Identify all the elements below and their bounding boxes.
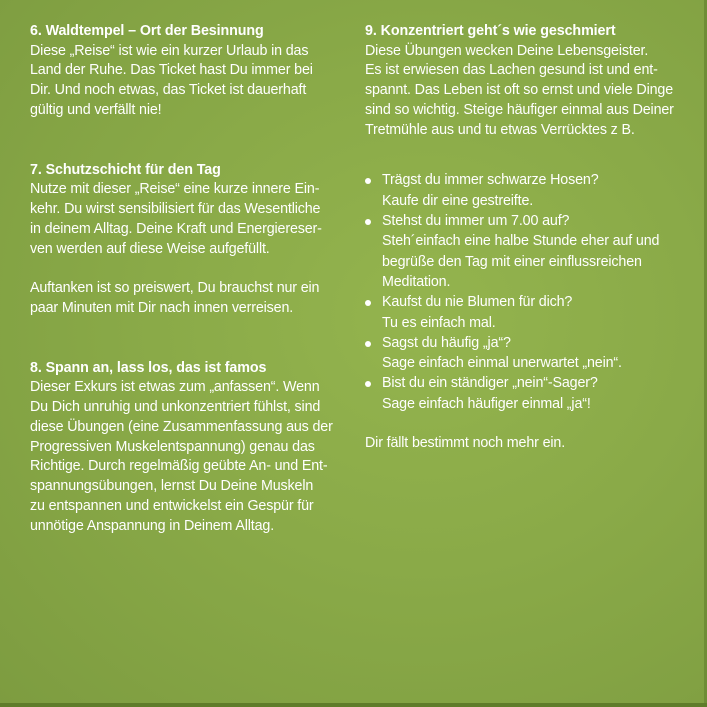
list-item bbox=[365, 170, 695, 211]
bullet-icon bbox=[365, 341, 371, 347]
section-9-line: sind so wichtig. Steige häufiger einmal aus Deiner bbox=[365, 101, 674, 118]
section-9-line: Tretmühle aus und tu etwas Verrücktes z B. bbox=[365, 121, 635, 138]
section-9-line: spannt. Das Leben ist oft so ernst und viele Dinge bbox=[365, 82, 674, 99]
section-6-heading: 6. Waldtempel – Ort der Besinnung bbox=[30, 23, 264, 39]
bullet-icon bbox=[365, 381, 371, 387]
section-7-line: kehr. Du wirst sensibilisiert für das Wesentliche bbox=[30, 200, 321, 217]
list-item-question: Sagst du häufig „ja“? bbox=[382, 334, 511, 351]
list-item-question: Trägst du immer schwarze Hosen? bbox=[382, 172, 599, 189]
section-7-heading: 7. Schutzschicht für den Tag bbox=[30, 161, 221, 178]
section-8-line: Du Dich unruhig und unkonzentriert fühlst, sind bbox=[30, 399, 321, 416]
list-item-answer: begrüße den Tag mit einer einflussreichen bbox=[382, 253, 642, 270]
list-item bbox=[365, 373, 695, 414]
section-9-heading: 9. Konzentriert geht´s wie geschmiert bbox=[365, 23, 616, 39]
section-8-line: zu entspannen und entwickelst ein Gespür für bbox=[30, 498, 314, 515]
list-item-answer: Kaufe dir eine gestreifte. bbox=[382, 192, 534, 209]
section-7-line: ven werden auf diese Weise aufgefüllt. bbox=[30, 240, 270, 257]
list-item-question: Kaufst du nie Blumen für dich? bbox=[382, 294, 573, 311]
section-6-line: Dir. Und noch etwas, das Ticket ist dauerhaft bbox=[30, 82, 307, 99]
section-7-extra-line: Auftanken ist so preiswert, Du brauchst nur ein bbox=[30, 280, 320, 297]
list-item-answer: Sage einfach häufiger einmal „ja“! bbox=[382, 395, 591, 412]
section-8-line: Richtige. Durch regelmäßig geübte An- und Ent- bbox=[30, 458, 328, 475]
section-8-line: Progressiven Muskelentspannung) genau das bbox=[30, 438, 315, 455]
section-7-line: Nutze mit dieser „Reise“ eine kurze innere Ein- bbox=[30, 181, 320, 198]
list-item-answer: Sage einfach einmal unerwartet „nein“. bbox=[382, 355, 622, 372]
list-item-question: Stehst du immer um 7.00 auf? bbox=[382, 213, 570, 230]
list-item-answer: Tu es einfach mal. bbox=[382, 314, 496, 331]
right-column bbox=[365, 22, 695, 454]
page-bottom-edge bbox=[0, 703, 707, 707]
section-8-line: diese Übungen (eine Zusammenfassung aus der bbox=[30, 418, 333, 435]
list-item bbox=[365, 211, 695, 292]
section-7 bbox=[30, 161, 355, 319]
section-8-line: unnötige Anspannung in Deinem Alltag. bbox=[30, 517, 275, 534]
section-8-line: Dieser Exkurs ist etwas zum „anfassen“. Wenn bbox=[30, 379, 320, 396]
section-8 bbox=[30, 359, 355, 537]
list-item-answer: Steh´einfach eine halbe Stunde eher auf und bbox=[382, 233, 660, 250]
list-item-question: Bist du ein ständiger „nein“-Sager? bbox=[382, 375, 598, 392]
bullet-icon bbox=[365, 178, 371, 184]
section-6-line: gültig und verfällt nie! bbox=[30, 101, 162, 118]
section-8-line: spannungsübungen, lernst Du Deine Muskeln bbox=[30, 478, 314, 495]
section-6 bbox=[30, 22, 355, 121]
list-item-answer: Meditation. bbox=[382, 273, 451, 290]
section-9-line: Diese Übungen wecken Deine Lebensgeister. bbox=[365, 42, 649, 59]
left-column bbox=[30, 22, 355, 537]
section-9-closing: Dir fällt bestimmt noch mehr ein. bbox=[365, 435, 566, 452]
bullet-icon bbox=[365, 219, 371, 225]
section-7-extra-line: paar Minuten mit Dir nach innen verreisen. bbox=[30, 299, 294, 316]
section-6-line: Diese „Reise“ ist wie ein kurzer Urlaub in das bbox=[30, 42, 309, 59]
list-item bbox=[365, 292, 695, 333]
suggestion-list bbox=[365, 170, 695, 414]
bullet-icon bbox=[365, 300, 371, 306]
section-9 bbox=[365, 22, 695, 454]
list-item bbox=[365, 333, 695, 374]
section-7-line: in deinem Alltag. Deine Kraft und Energiereser- bbox=[30, 220, 322, 237]
section-9-line: Es ist erwiesen das Lachen gesund ist und ent- bbox=[365, 62, 658, 79]
section-6-line: Land der Ruhe. Das Ticket hast Du immer bei bbox=[30, 62, 313, 79]
section-8-heading: 8. Spann an, lass los, das ist famos bbox=[30, 359, 267, 376]
